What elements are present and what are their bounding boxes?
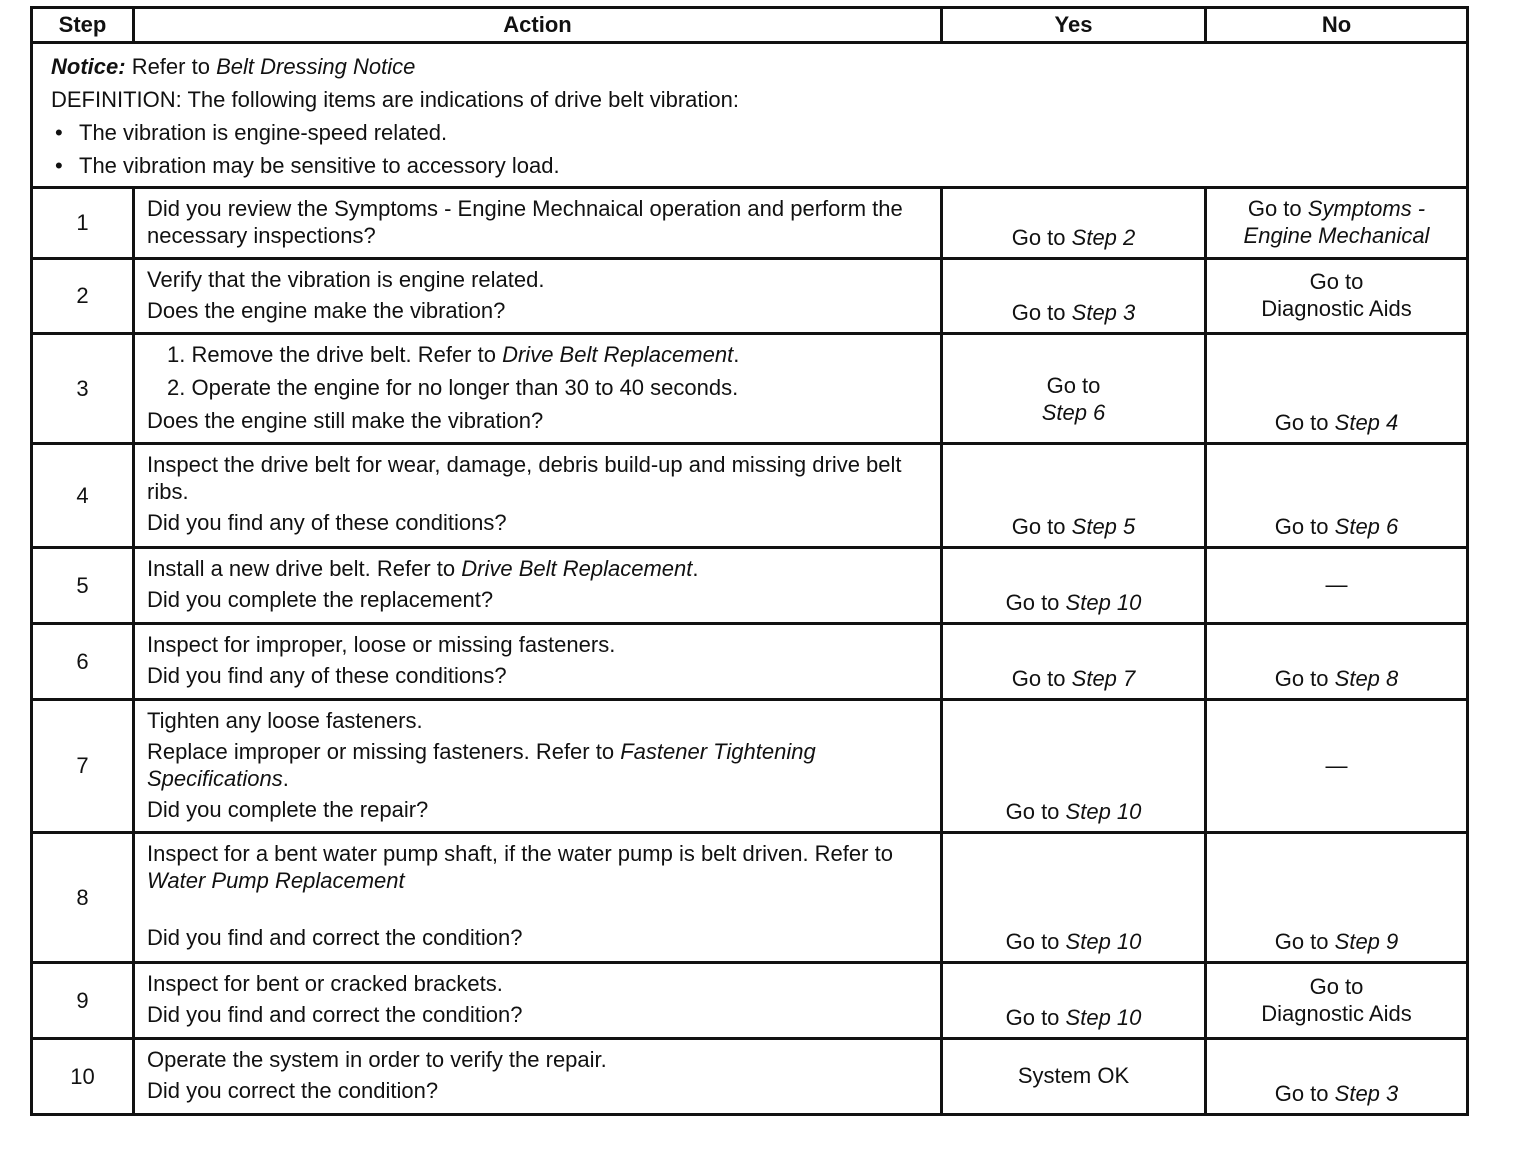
action-cell	[134, 833, 942, 963]
step-ref: Step 3	[1071, 300, 1136, 325]
yes-cell	[942, 1039, 1206, 1115]
no-cell	[1206, 548, 1468, 624]
table-row	[32, 700, 1468, 833]
action-text: Inspect for improper, loose or missing fasteners.	[147, 632, 616, 657]
yes-cell: Go to Step 10	[942, 548, 1206, 624]
step-number: 1	[32, 188, 134, 259]
bullet-dot-icon: •	[55, 120, 63, 145]
action-question: Did you find and correct the condition?	[147, 1002, 523, 1027]
system-ok-text: System OK	[1017, 1063, 1130, 1088]
no-cell: Go to Step 4	[1206, 334, 1468, 444]
step-ref: Step 10	[1065, 590, 1142, 615]
action-text: Did you review the Symptoms - Engine Mechnaical operation and perform the necessary inspections?	[147, 196, 903, 248]
action-cell	[134, 1039, 942, 1115]
table-row	[32, 624, 1468, 700]
symptoms-ref: Symptoms - Engine Mechanical	[1243, 196, 1430, 248]
no-cell: Go to Symptoms - Engine Mechanical	[1206, 188, 1468, 259]
step-number: 7	[32, 700, 134, 833]
step-ref: Step 8	[1334, 666, 1399, 691]
yes-cell: Go to Step 10	[942, 700, 1206, 833]
step-ref: Step 10	[1065, 799, 1142, 824]
step-number: 2	[32, 259, 134, 334]
header-action: Action	[134, 8, 942, 43]
yes-cell: Go to Step 10	[942, 833, 1206, 963]
no-cell: Go to Step 3	[1206, 1039, 1468, 1115]
action-text: Tighten any loose fasteners.	[147, 708, 423, 733]
header-yes: Yes	[942, 8, 1206, 43]
step-number: 9	[32, 963, 134, 1039]
action-cell	[134, 259, 942, 334]
table-row	[32, 188, 1468, 259]
step-ref: Step 6	[1041, 399, 1106, 425]
action-text: Operate the system in order to verify the repair.	[147, 1047, 607, 1072]
no-cell: Go to Step 9	[1206, 833, 1468, 963]
table-row	[32, 963, 1468, 1039]
step-ref: Step 2	[1071, 225, 1136, 250]
header-step: Step	[32, 8, 134, 43]
no-cell: Go to Step 6	[1206, 444, 1468, 548]
table-header-row	[32, 8, 1468, 43]
numbered-item: 1. Remove the drive belt. Refer to Drive Belt Replacement.	[167, 342, 740, 367]
dash: —	[1325, 752, 1348, 778]
step-number: 3	[32, 334, 134, 444]
action-question: Did you find any of these conditions?	[147, 663, 507, 688]
notice-row	[32, 43, 1468, 188]
step-ref: Step 5	[1071, 514, 1136, 539]
no-cell: Go to Diagnostic Aids	[1206, 963, 1468, 1039]
header-no: No	[1206, 8, 1468, 43]
step-ref: Step 10	[1065, 1005, 1142, 1030]
table-row	[32, 334, 1468, 444]
notice-prefix: Refer to	[131, 54, 210, 79]
dash: —	[1325, 572, 1348, 597]
action-cell	[134, 334, 942, 444]
notice-line	[51, 50, 1448, 83]
table-row	[32, 444, 1468, 548]
notice-ref: Belt Dressing Notice	[216, 54, 416, 79]
no-cell: Go to Step 8	[1206, 624, 1468, 700]
step-number: 6	[32, 624, 134, 700]
action-question: Does the engine still make the vibration?	[147, 408, 544, 433]
table-row	[32, 548, 1468, 624]
yes-cell: Go to Step 2	[942, 188, 1206, 259]
yes-cell: Go to Step 7	[942, 624, 1206, 700]
bullet-dot-icon: •	[55, 153, 63, 178]
action-cell	[134, 963, 942, 1039]
action-question: Did you correct the condition?	[147, 1078, 439, 1103]
action-text: Replace improper or missing fasteners. Refer to Fastener Tightening Specifications.	[147, 739, 816, 791]
action-text: Verify that the vibration is engine related.	[147, 267, 545, 292]
no-cell	[1206, 700, 1468, 833]
action-question: Did you find any of these conditions?	[147, 510, 507, 535]
step-number: 4	[32, 444, 134, 548]
yes-cell: Go to Step 10	[942, 963, 1206, 1039]
table-row	[32, 833, 1468, 963]
step-number: 5	[32, 548, 134, 624]
step-number: 10	[32, 1039, 134, 1115]
action-question: Does the engine make the vibration?	[147, 298, 506, 323]
yes-cell: Go to Step 3	[942, 259, 1206, 334]
step-number: 8	[32, 833, 134, 963]
definition-bullet: • The vibration is engine-speed related.	[51, 116, 1448, 149]
step-ref: Step 6	[1334, 514, 1399, 539]
yes-cell: Go to Step 6	[942, 334, 1206, 444]
step-ref: Step 3	[1334, 1081, 1399, 1106]
definition-text: DEFINITION: The following items are indications of drive belt vibration:	[51, 87, 739, 112]
step-ref: Step 9	[1334, 929, 1399, 954]
action-cell	[134, 188, 942, 259]
action-text: Inspect for bent or cracked brackets.	[147, 971, 503, 996]
action-question: Did you find and correct the condition?	[147, 925, 523, 950]
notice-cell	[32, 43, 1468, 188]
step-ref: Step 4	[1334, 410, 1399, 435]
step-ref: Step 7	[1071, 666, 1136, 691]
action-cell	[134, 444, 942, 548]
action-cell	[134, 548, 942, 624]
notice-label: Notice:	[51, 54, 126, 79]
action-cell	[134, 700, 942, 833]
no-cell: Go to Diagnostic Aids	[1206, 259, 1468, 334]
diagnostic-table	[30, 6, 1469, 1116]
action-text: Install a new drive belt. Refer to Drive Belt Replacement.	[147, 556, 699, 581]
action-cell	[134, 624, 942, 700]
action-text: Inspect for a bent water pump shaft, if the water pump is belt driven. Refer to Water Pump Replacement	[147, 841, 893, 893]
step-ref: Step 10	[1065, 929, 1142, 954]
table-row	[32, 259, 1468, 334]
yes-cell: Go to Step 5	[942, 444, 1206, 548]
numbered-item: 2. Operate the engine for no longer than 30 to 40 seconds.	[167, 375, 739, 400]
action-question: Did you complete the repair?	[147, 797, 429, 822]
action-question: Did you complete the replacement?	[147, 587, 494, 612]
table-row	[32, 1039, 1468, 1115]
definition-bullet: • The vibration may be sensitive to accessory load.	[51, 149, 1448, 182]
action-text: Inspect the drive belt for wear, damage, debris build-up and missing drive belt ribs.	[147, 452, 902, 504]
